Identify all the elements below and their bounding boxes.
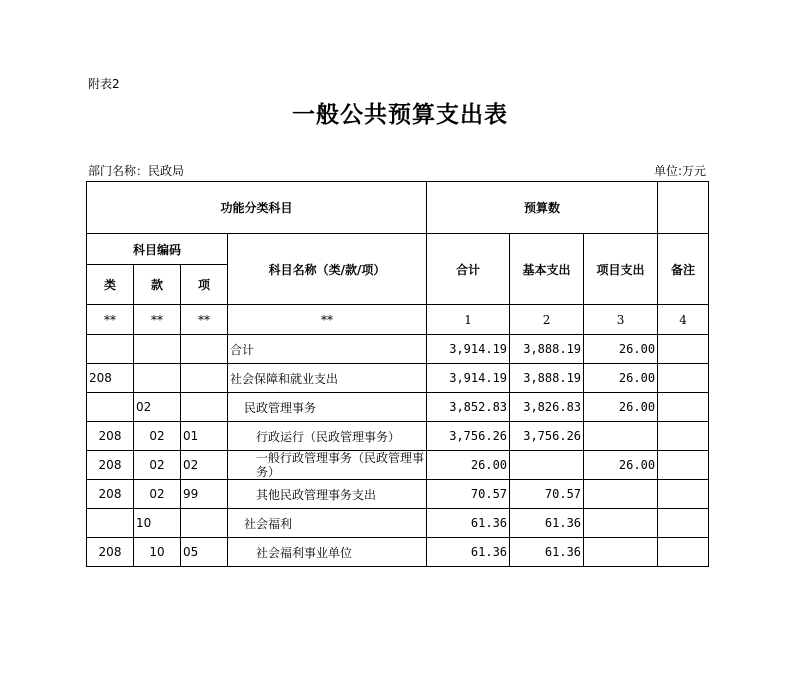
code-kuan-cell: 10 [134,509,181,538]
total-cell: 61.36 [427,509,510,538]
header-row-1 [87,182,709,234]
department-label: 部门名称：民政局 [88,164,185,178]
marker-cell: 3 [584,305,658,335]
project-cell: 26.00 [584,393,658,422]
code-kuan-cell: 02 [134,393,181,422]
header-remark: 备注 [658,234,709,305]
remark-cell [658,393,709,422]
subject-name-cell: 一般行政管理事务（民政管理事务） [228,451,427,480]
project-cell [584,480,658,509]
basic-cell: 3,826.83 [510,393,584,422]
code-xiang-cell: 05 [181,538,228,567]
header-blank [658,182,709,234]
budget-table [86,181,709,567]
code-xiang-cell [181,509,228,538]
table-row [87,364,709,393]
code-xiang-cell [181,335,228,364]
subject-name-cell: 社会福利 [228,509,427,538]
remark-cell [658,364,709,393]
basic-cell [510,451,584,480]
subject-name-cell: 行政运行（民政管理事务） [228,422,427,451]
marker-cell: 1 [427,305,510,335]
header-row-2 [87,234,709,265]
code-xiang-cell [181,393,228,422]
basic-cell: 3,756.26 [510,422,584,451]
header-subject-name: 科目名称（类/款/项） [228,234,427,305]
header-subject-code: 科目编码 [87,234,228,265]
basic-cell: 3,888.19 [510,335,584,364]
appendix-label: 附表2 [88,77,120,91]
basic-cell: 70.57 [510,480,584,509]
subject-name-cell: 合计 [228,335,427,364]
table-row [87,422,709,451]
code-xiang-cell: 02 [181,451,228,480]
header-xiang: 项 [181,265,228,305]
code-lei-cell: 208 [87,451,134,480]
code-lei-cell [87,509,134,538]
total-cell: 3,914.19 [427,335,510,364]
code-xiang-cell [181,364,228,393]
code-lei-cell [87,335,134,364]
marker-row [87,305,709,335]
code-kuan-cell: 10 [134,538,181,567]
marker-cell: ** [181,305,228,335]
remark-cell [658,451,709,480]
table-row [87,538,709,567]
header-lei: 类 [87,265,134,305]
header-basic: 基本支出 [510,234,584,305]
remark-cell [658,538,709,567]
code-lei-cell: 208 [87,538,134,567]
remark-cell [658,509,709,538]
project-cell: 26.00 [584,364,658,393]
code-lei-cell: 208 [87,364,134,393]
marker-cell: ** [228,305,427,335]
code-kuan-cell: 02 [134,422,181,451]
header-total: 合计 [427,234,510,305]
project-cell: 26.00 [584,451,658,480]
header-func-class: 功能分类科目 [87,182,427,234]
unit-label: 单位:万元 [653,164,706,178]
marker-cell: 2 [510,305,584,335]
table-row [87,509,709,538]
table-row [87,335,709,364]
header-kuan: 款 [134,265,181,305]
table-row [87,451,709,480]
header-project: 项目支出 [584,234,658,305]
table-row [87,480,709,509]
total-cell: 3,914.19 [427,364,510,393]
subject-name-cell: 其他民政管理事务支出 [228,480,427,509]
total-cell: 3,756.26 [427,422,510,451]
total-cell: 26.00 [427,451,510,480]
code-xiang-cell: 99 [181,480,228,509]
code-lei-cell: 208 [87,422,134,451]
basic-cell: 3,888.19 [510,364,584,393]
code-kuan-cell [134,364,181,393]
remark-cell [658,480,709,509]
marker-cell: ** [134,305,181,335]
subject-name-cell: 社会福利事业单位 [228,538,427,567]
remark-cell [658,335,709,364]
marker-cell: ** [87,305,134,335]
project-cell: 26.00 [584,335,658,364]
total-cell: 3,852.83 [427,393,510,422]
subject-name-cell: 民政管理事务 [228,393,427,422]
page-title: 一般公共预算支出表 [292,101,508,128]
code-lei-cell [87,393,134,422]
total-cell: 61.36 [427,538,510,567]
remark-cell [658,422,709,451]
total-cell: 70.57 [427,480,510,509]
table-row [87,393,709,422]
header-budget: 预算数 [427,182,658,234]
code-kuan-cell [134,335,181,364]
code-lei-cell: 208 [87,480,134,509]
basic-cell: 61.36 [510,538,584,567]
code-kuan-cell: 02 [134,480,181,509]
project-cell [584,538,658,567]
code-kuan-cell: 02 [134,451,181,480]
code-xiang-cell: 01 [181,422,228,451]
marker-cell: 4 [658,305,709,335]
basic-cell: 61.36 [510,509,584,538]
project-cell [584,509,658,538]
subject-name-cell: 社会保障和就业支出 [228,364,427,393]
project-cell [584,422,658,451]
